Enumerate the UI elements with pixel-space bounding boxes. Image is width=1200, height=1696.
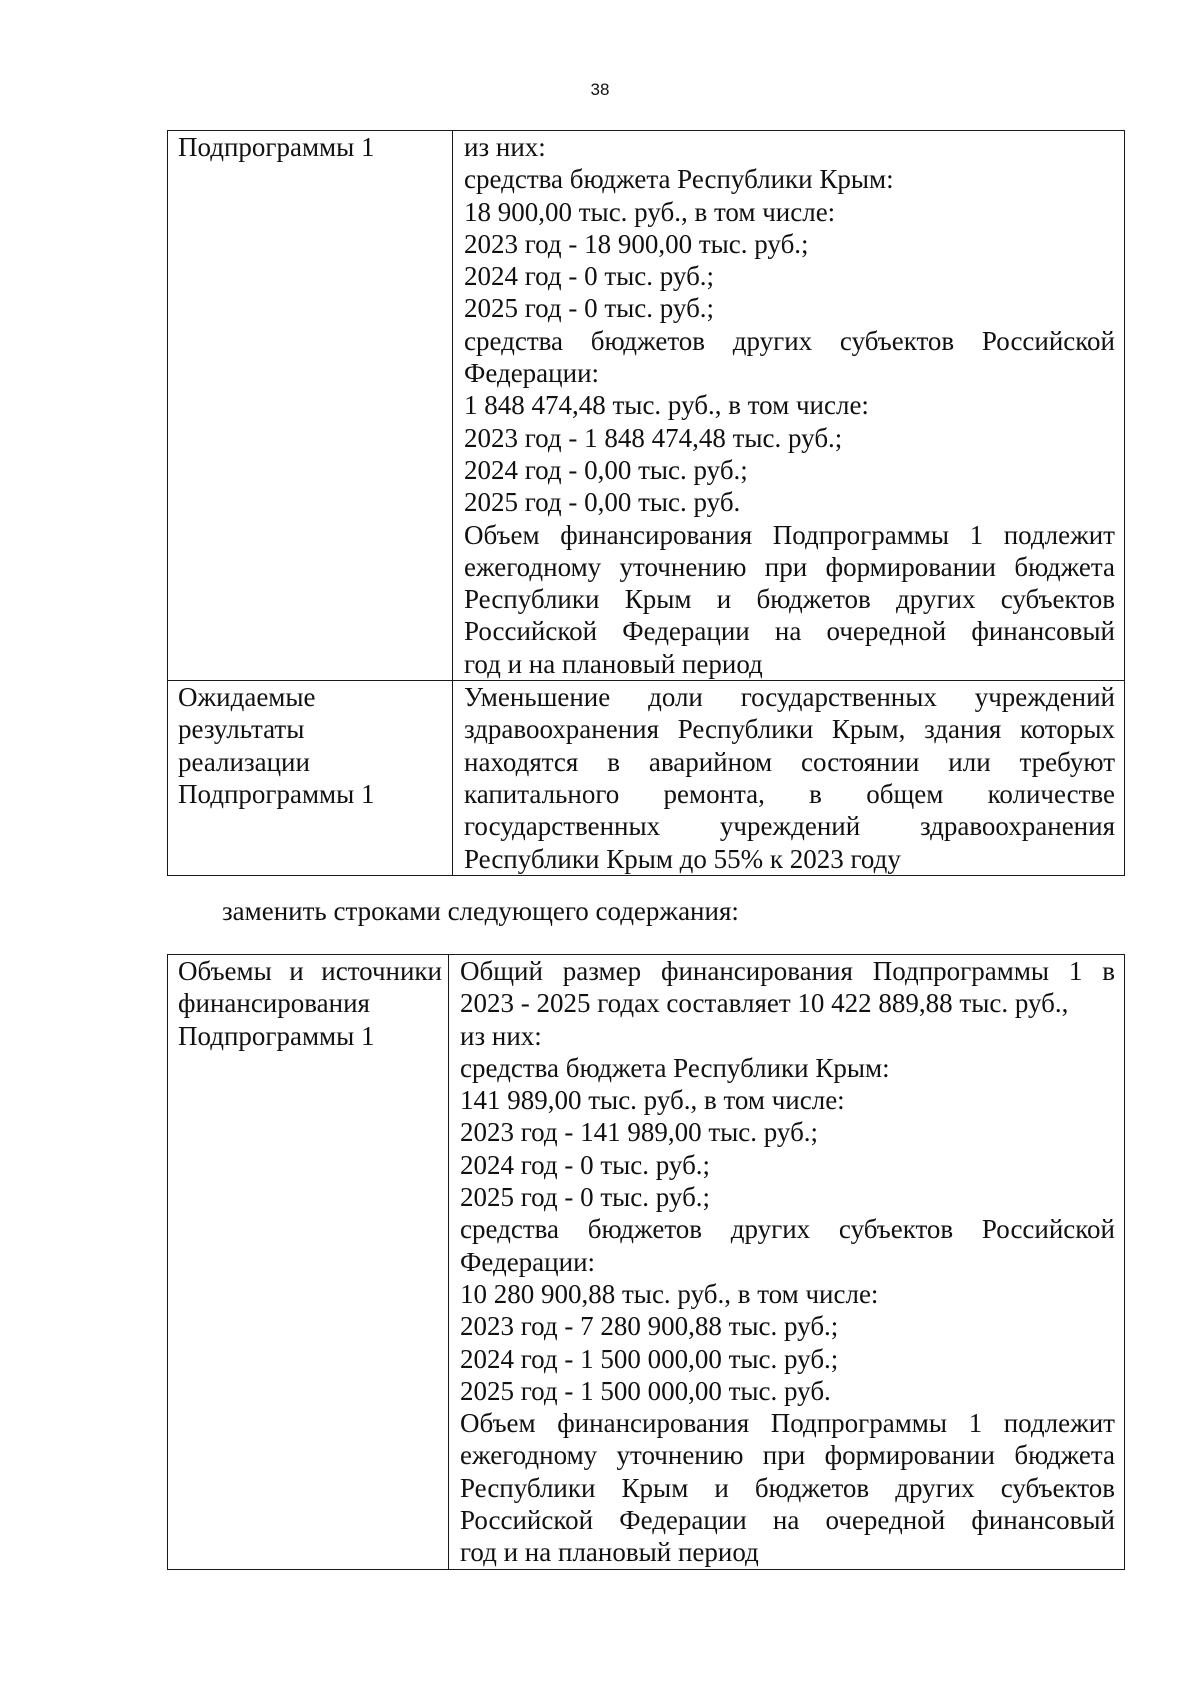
row-value-line: Объем финансирования Подпрограммы 1 подлежит (460, 1408, 1115, 1439)
row-value-line: Федерации: (460, 1246, 596, 1277)
row-value-line: Уменьшение доли государственных учреждений (464, 682, 1115, 713)
table-row (168, 131, 1125, 681)
row-label-line: реализации (178, 746, 310, 777)
row-label-line: финансирования (178, 988, 370, 1019)
row-value-cell (453, 131, 1125, 681)
row-value-cell (449, 955, 1125, 1570)
row-label-line: Подпрограммы 1 (178, 132, 375, 162)
row-value-line: Республики Крым и бюджетов других субъектов (464, 584, 1115, 615)
row-value-line: Общий размер финансирования Подпрограммы 1 в (460, 956, 1115, 986)
row-value-line: средства бюджета Республики Крым: (464, 164, 894, 195)
row-value-line: из них: (460, 1020, 542, 1051)
row-label-line: Объемы и источники (178, 956, 442, 986)
row-label-cell (168, 955, 449, 1570)
table-row (168, 681, 1125, 876)
row-label-line: результаты (178, 714, 305, 745)
passport-table-original (167, 130, 1125, 876)
passport-table-replacement (167, 954, 1125, 1570)
row-value-line: средства бюджета Республики Крым: (460, 1052, 890, 1083)
row-value-line: год и на плановый период (464, 648, 763, 679)
row-value-line: Республики Крым и бюджетов других субъектов (460, 1472, 1115, 1503)
row-value-line: 2025 год - 0,00 тыс. руб. (464, 487, 741, 518)
row-value-line: ежегодному уточнению при формировании бюджета (460, 1440, 1115, 1471)
row-value-line: 2023 - 2025 годах составляет 10 422 889,88 тыс. руб., (460, 988, 1069, 1019)
row-value-line: государственных учреждений здравоохранения (464, 811, 1115, 842)
row-label-cell (168, 681, 453, 876)
row-value-line: 2025 год - 0 тыс. руб.; (460, 1182, 711, 1213)
row-label-line: Подпрограммы 1 (178, 1020, 375, 1051)
row-value-line: 10 280 900,88 тыс. руб., в том числе: (460, 1278, 879, 1309)
row-value-cell (453, 681, 1125, 876)
page-number: 38 (590, 80, 610, 99)
row-value-line: Российской Федерации на очередной финансовый (460, 1505, 1115, 1536)
row-value-line: 2023 год - 1 848 474,48 тыс. руб.; (464, 422, 843, 453)
table-row (168, 955, 1125, 1570)
row-value-line: Российской Федерации на очередной финансовый (464, 616, 1115, 647)
row-label-line: Ожидаемые (178, 682, 316, 713)
row-value-line: Федерации: (464, 358, 600, 389)
row-value-line: капитального ремонта, в общем количестве (464, 778, 1115, 809)
row-value-line: 141 989,00 тыс. руб., в том числе: (460, 1085, 845, 1116)
replace-instruction: заменить строками следующего содержания: (222, 896, 739, 926)
row-value-line: 2023 год - 141 989,00 тыс. руб.; (460, 1117, 819, 1148)
row-value-line: из них: (464, 132, 546, 162)
row-label-cell (168, 131, 453, 681)
row-label-line: Подпрограммы 1 (178, 778, 375, 809)
row-value-line: ежегодному уточнению при формировании бюджета (464, 551, 1115, 582)
row-value-line: 2025 год - 0 тыс. руб.; (464, 293, 715, 324)
row-value-line: 2024 год - 0,00 тыс. руб.; (464, 454, 748, 485)
row-value-line: год и на плановый период (460, 1537, 759, 1568)
row-value-line: Республики Крым до 55% к 2023 году (464, 843, 901, 874)
row-value-line: 1 848 474,48 тыс. руб., в том числе: (464, 390, 869, 421)
row-value-line: 2025 год - 1 500 000,00 тыс. руб. (460, 1375, 831, 1406)
row-value-line: 2024 год - 0 тыс. руб.; (464, 261, 715, 292)
row-value-line: 2024 год - 1 500 000,00 тыс. руб.; (460, 1343, 839, 1374)
row-value-line: средства бюджетов других субъектов Российской (464, 325, 1115, 356)
row-value-line: 2023 год - 7 280 900,88 тыс. руб.; (460, 1311, 839, 1342)
row-value-line: здравоохранения Республики Крым, здания которых (464, 714, 1115, 745)
row-value-line: Объем финансирования Подпрограммы 1 подлежит (464, 519, 1115, 550)
row-value-line: 18 900,00 тыс. руб., в том числе: (464, 196, 836, 227)
row-value-line: находятся в аварийном состоянии или требуют (464, 746, 1115, 777)
row-value-line: 2023 год - 18 900,00 тыс. руб.; (464, 228, 809, 259)
row-value-line: 2024 год - 0 тыс. руб.; (460, 1149, 711, 1180)
row-value-line: средства бюджетов других субъектов Российской (460, 1214, 1115, 1245)
